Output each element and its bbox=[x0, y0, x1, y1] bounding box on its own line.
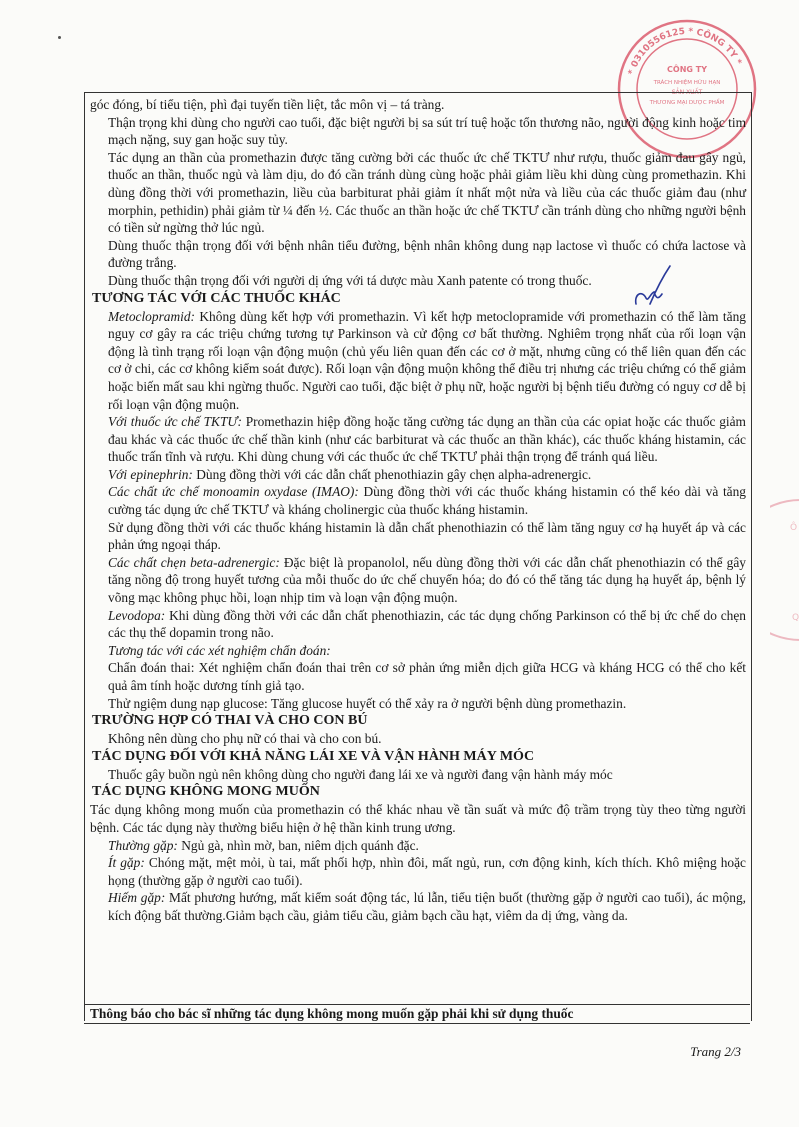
paragraph bbox=[90, 466, 746, 484]
section-heading-interactions: TƯƠNG TÁC VỚI CÁC THUỐC KHÁC bbox=[92, 290, 341, 306]
paragraph: Tác dụng không mong muốn của promethazin có thể khác nhau về tần suất và mức độ trầm trọng tùy theo từng người bệnh. Các tác dụng này thường biểu hiện ở hệ thần kinh trung ương. bbox=[90, 802, 746, 835]
term-label: Các chất chẹn beta-adrenergic: bbox=[108, 554, 280, 570]
term-label: Levodopa: bbox=[108, 607, 166, 623]
page-number: Trang 2/3 bbox=[690, 1044, 741, 1059]
term-text: Đặc biệt là propanolol, nếu dùng đồng thời với các dẫn chất phenothiazin có thể gây tăng nồng độ trong huyết tương của mỗi thuốc do ức chế chuyển hóa; do đó có thể tăng tác dụng hạ huyết áp, bệnh lý võng mạc không phục hồi, loạn nhịp tim và loạn vận động muộn. bbox=[108, 554, 746, 606]
paragraph: Không nên dùng cho phụ nữ có thai và cho con bú. bbox=[108, 731, 382, 747]
svg-text:Ô: Ô bbox=[790, 523, 798, 533]
paragraph: Tác dụng an thần của promethazin được tăng cường bởi các thuốc ức chế TKTƯ như rượu, thuốc giảm đau gây ngủ, thuốc an thần, thuốc ngủ và làm dịu, do đó cần tránh dùng cùng hoặc phải giảm liều khi dùng cùng promethazin. Khi dùng đồng thời với promethazin, liều của barbiturat phải giảm ít nhất một nửa và liều của các thuốc giảm đau (như morphin, pethidin) phải giảm từ ¼ đến ½. Các thuốc an thần hoặc ức chế TKTƯ cần tránh dùng cho những người bệnh có tiền sử ngừng thở lúc ngủ. bbox=[108, 149, 746, 236]
term-label: Thường gặp: bbox=[108, 837, 178, 853]
term-text: Không dùng kết hợp với promethazin. Vì kết hợp metoclopramide với promethazin có thể làm tăng nguy cơ gây ra các triệu chứng tương tự Parkinson và cử động cơ bất thường. Nghiêm trọng nhất của rối loạn vận động là tình trạng rối loạn vận động muộn (chủ yếu liên quan đến các cơ ở mặt, nhưng cũng có thể liên quan đến các cơ ở chi, các cơ không kiểm soát được). Rối loạn vận động muộn không thể điều trị nhưng các triệu chứng có thể giảm hoặc biến mất sau khi ngừng thuốc. Người cao tuổi, đặc biệt ở phụ nữ, hoặc người bị bệnh tiểu đường có nguy cơ dễ bị rối loạn vận động muộn. bbox=[108, 308, 746, 412]
paragraph: Sử dụng đồng thời với các thuốc kháng histamin là dẫn chất phenothiazin có thể làm tăng nguy cơ hạ huyết áp và các phản ứng ngoại tháp. bbox=[108, 519, 746, 553]
term-text: Ngủ gà, nhìn mờ, ban, niêm dịch quánh đặc. bbox=[177, 837, 419, 853]
term-text: Dùng đồng thời với các thuốc kháng histamin có thể kéo dài và tăng cường tác dụng ức chế TKTƯ và kháng cholinergic của thuốc kháng histamin. bbox=[108, 484, 746, 518]
paragraph: góc đóng, bí tiểu tiện, phì đại tuyến tiền liệt, tắc môn vị – tá tràng. bbox=[90, 97, 445, 112]
svg-text:SẢN XUẤT: SẢN XUẤT bbox=[671, 89, 703, 96]
term-text: Chóng mặt, mệt mỏi, ù tai, mất phối hợp, nhìn đôi, mất ngủ, run, cơn động kinh, kích thích. Khô miệng hoặc họng (thường gặp ở người cao tuổi). bbox=[108, 855, 746, 888]
svg-text:THƯƠNG MẠI DƯỢC PHẨM: THƯƠNG MẠI DƯỢC PHẨM bbox=[649, 100, 725, 106]
paragraph bbox=[90, 483, 746, 518]
paragraph bbox=[90, 837, 746, 855]
svg-text:CÔNG TY: CÔNG TY bbox=[667, 65, 707, 74]
svg-text:TRÁCH NHIỆM HỮU HẠN: TRÁCH NHIỆM HỮU HẠN bbox=[653, 80, 721, 86]
term-label: Hiếm gặp: bbox=[108, 890, 166, 906]
term-text: Khi dùng đồng thời với các dẫn chất phenothiazin, các tác dụng chống Parkinson có thể bị ức chế do chẹn các thụ thể dopamin trong não. bbox=[108, 607, 746, 641]
section-heading-adverse-effects: TÁC DỤNG KHÔNG MONG MUỐN bbox=[92, 784, 320, 800]
paragraph: Thận trọng khi dùng cho người cao tuổi, đặc biệt người bị sa sút trí tuệ hoặc tổn thương não, người động kinh hoặc tim mạch nặng, suy gan hoặc suy tủy. bbox=[108, 114, 746, 148]
paragraph bbox=[90, 889, 746, 924]
term-label: Metoclopramid: bbox=[108, 308, 196, 324]
svg-text:Q: Q bbox=[792, 613, 799, 623]
term-label: Ít gặp: bbox=[108, 855, 145, 871]
footnote-report-doctor: Thông báo cho bác sĩ những tác dụng không mong muốn gặp phải khi sử dụng thuốc bbox=[84, 1004, 750, 1024]
svg-text:* 0310556125 * CÔNG TY *: * 0310556125 * CÔNG TY * bbox=[626, 26, 743, 77]
document-body bbox=[90, 96, 746, 925]
paragraph: Chẩn đoán thai: Xét nghiệm chẩn đoán thai trên cơ sở phản ứng miễn dịch giữa HCG và kháng HCG có thể cho kết quả âm tính hoặc dương tính giả tạo. bbox=[108, 660, 746, 693]
section-heading-pregnancy: TRƯỜNG HỢP CÓ THAI VÀ CHO CON BÚ bbox=[92, 713, 368, 729]
paragraph bbox=[90, 308, 746, 414]
paragraph bbox=[90, 554, 746, 607]
paragraph: Dùng thuốc thận trọng đối với bệnh nhân tiểu đường, bệnh nhân không dung nạp lactose vì thuốc có chứa lactose và đường trắng. bbox=[108, 237, 746, 271]
edge-stamp-fragment bbox=[770, 490, 799, 650]
term-label: Với epinephrin: bbox=[108, 466, 193, 482]
paragraph bbox=[90, 854, 746, 889]
paragraph: Dùng thuốc thận trọng đối với người dị ứng với tá dược màu Xanh patente có trong thuốc. bbox=[108, 272, 592, 288]
scan-speck bbox=[58, 36, 61, 39]
term-label: Với thuốc ức chế TKTƯ: bbox=[108, 414, 242, 430]
subheading-lab-tests: Tương tác với các xét nghiệm chẩn đoán: bbox=[108, 642, 331, 658]
paragraph: Thử ngiệm dung nạp glucose: Tăng glucose huyết có thể xảy ra ở người bệnh dùng promethazin. bbox=[108, 695, 627, 711]
term-text: Promethazin hiệp đồng hoặc tăng cường tác dụng an thần của các opiat hoặc các thuốc giảm đau khác và các thuốc ức chế thần kinh (như các barbiturat và các thuốc an thần khác), các thuốc kháng histamin, các thuốc trấn tĩnh và rượu. Khi dùng chung với các thuốc ức chế TKTƯ phải thận trọng để tránh quá liều. bbox=[108, 414, 746, 465]
paragraph: Thuốc gây buồn ngủ nên không dùng cho người đang lái xe và người đang vận hành máy móc bbox=[108, 766, 613, 782]
paragraph bbox=[90, 607, 746, 642]
paragraph bbox=[90, 413, 746, 466]
handwritten-initials bbox=[632, 264, 674, 310]
section-heading-driving: TÁC DỤNG ĐỐI VỚI KHẢ NĂNG LÁI XE VÀ VẬN HÀNH MÁY MÓC bbox=[92, 748, 535, 764]
term-text: Dùng đồng thời với các dẫn chất phenothiazin gây chẹn alpha-adrenergic. bbox=[192, 466, 592, 482]
term-text: Mất phương hướng, mất kiểm soát động tác, lú lẫn, tiểu tiện buốt (thường gặp ở người cao tuổi), ác mộng, kích động bất thường.Giảm bạch cầu, giảm tiểu cầu, giảm bạch cầu hạt, viêm da dị ứng, vàng da. bbox=[108, 890, 746, 923]
term-label: Các chất ức chế monoamin oxydase (IMAO): bbox=[108, 484, 359, 500]
